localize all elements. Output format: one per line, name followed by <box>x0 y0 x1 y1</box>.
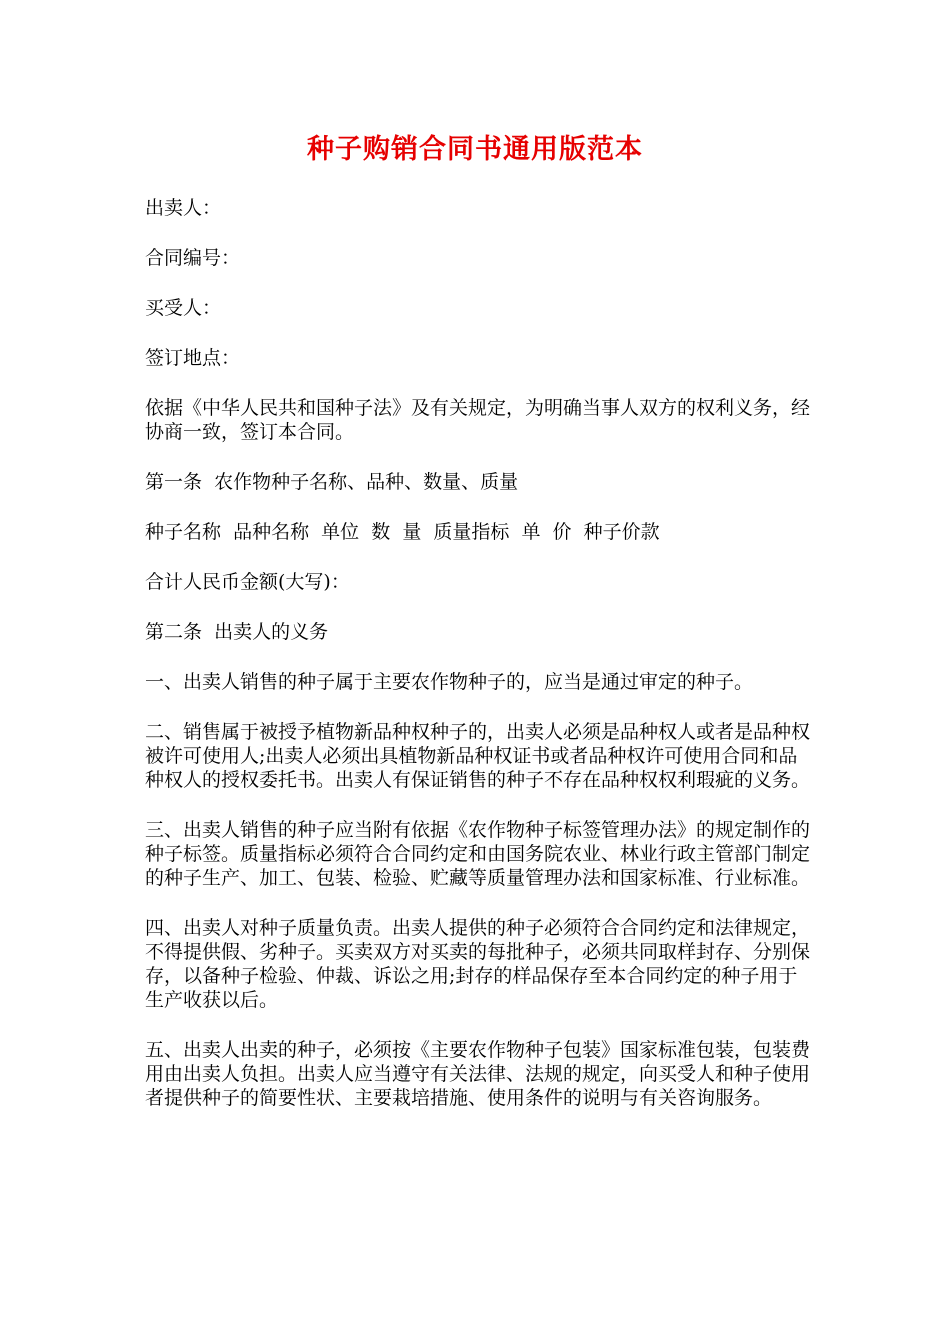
contract-number-field: 合同编号： <box>145 247 241 269</box>
article-2-item-1: 一、出卖人销售的种子属于主要农作物种子的，应当是通过审定的种子。 <box>145 671 754 693</box>
article-2-heading: 第二条 出卖人的义务 <box>145 621 329 643</box>
document-title: 种子购销合同书通用版范本 <box>307 134 643 165</box>
article-1-heading: 第一条 农作物种子名称、品种、数量、质量 <box>145 471 519 493</box>
article-2-item-2: 二、销售属于被授予植物新品种权种子的，出卖人必须是品种权人或者是品种权被许可使用人;出卖人必须出具植物新品种权证书或者品种权许可使用合同和品种权人的授权委托书。出卖人有保证销售的种子不存在品种权权利瑕疵的义务。 <box>145 721 811 791</box>
total-amount-field: 合计人民币金额(大写)： <box>145 571 350 593</box>
seed-table-header: 种子名称 品种名称 单位 数 量 质量指标 单 价 种子价款 <box>145 521 660 543</box>
document-body <box>145 196 815 1136</box>
seller-field: 出卖人： <box>145 197 222 219</box>
article-2-item-5: 五、出卖人出卖的种子，必须按《主要农作物种子包装》国家标准包装，包装费用由出卖人负担。出卖人应当遵守有关法律、法规的规定，向买受人和种子使用者提供种子的简要性状、主要栽培措施、使用条件的说明与有关咨询服务。 <box>145 1039 811 1109</box>
buyer-field: 买受人： <box>145 297 222 319</box>
article-2-item-3: 三、出卖人销售的种子应当附有依据《农作物种子标签管理办法》的规定制作的种子标签。质量指标必须符合合同约定和由国务院农业、林业行政主管部门制定的种子生产、加工、包装、检验、贮藏等质量管理办法和国家标准、行业标准。 <box>145 819 811 889</box>
intro-paragraph: 依据《中华人民共和国种子法》及有关规定，为明确当事人双方的权利义务，经协商一致，签订本合同。 <box>145 397 811 443</box>
article-2-item-4: 四、出卖人对种子质量负责。出卖人提供的种子必须符合合同约定和法律规定，不得提供假、劣种子。买卖双方对买卖的每批种子，必须共同取样封存、分别保存，以备种子检验、仲裁、诉讼之用;封存的样品保存至本合同约定的种子用于生产收获以后。 <box>145 917 811 1011</box>
signing-place-field: 签订地点： <box>145 347 241 369</box>
